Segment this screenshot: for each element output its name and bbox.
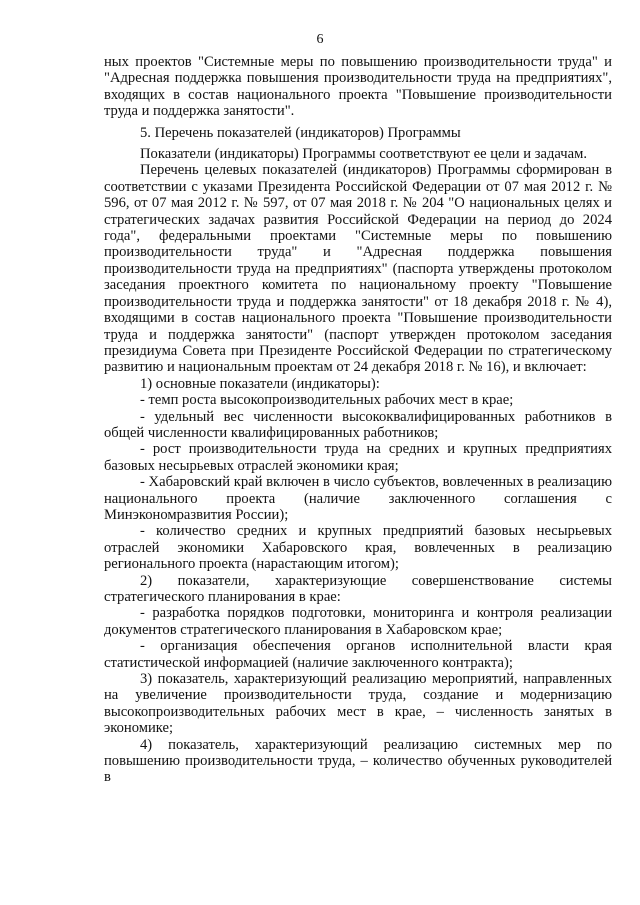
- list-item: 3) показатель, характеризующий реализацию мероприятий, направленных на увеличение производительности труда, создание и модернизацию высокопроизводительных рабочих мест в крае, – численность занятых в экономике;: [104, 671, 612, 737]
- list-item: - темп роста высокопроизводительных рабочих мест в крае;: [140, 392, 514, 409]
- list-item: 1) основные показатели (индикаторы):: [140, 375, 380, 392]
- page-number: 6: [316, 32, 324, 47]
- list-item: - удельный вес численности высококвалифицированных работников в общей численности квалифицированных работников;: [104, 408, 612, 441]
- section-heading: 5. Перечень показателей (индикаторов) Программы: [140, 124, 461, 141]
- list-item: - разработка порядков подготовки, мониторинга и контроля реализации документов стратегического планирования в Хабаровском крае;: [104, 605, 612, 638]
- list-item: - количество средних и крупных предприятий базовых несырьевых отраслей экономики Хабаровского края, вовлеченных в реализацию регионального проекта (нарастающим итогом);: [104, 523, 612, 573]
- paragraph: Показатели (индикаторы) Программы соответствуют ее цели и задачам.: [140, 146, 587, 163]
- intro-paragraph: ных проектов "Системные меры по повышению производительности труда" и "Адресная поддержка повышения производительности труда на предприятиях", входящих в состав национального проекта "Повышение производительности труда и поддержка занятости".: [104, 54, 612, 120]
- document-body: [104, 54, 612, 786]
- list-item: 2) показатели, характеризующие совершенствование системы стратегического планирования в крае:: [104, 572, 612, 605]
- list-item: - организация обеспечения органов исполнительной власти края статистической информацией (наличие заключенного контракта);: [104, 638, 612, 671]
- list-item: - рост производительности труда на средних и крупных предприятиях базовых несырьевых отраслей экономики края;: [104, 441, 612, 474]
- paragraph: Перечень целевых показателей (индикаторов) Программы сформирован в соответствии с указами Президента Российской Федерации от 07 мая 2012 г. № 596, от 07 мая 2012 г. № 597, от 07 мая 2018 г. № 204 "О национальных целях и стратегических задачах развития Российской Федерации на период до 2024 года", федеральными проектами "Системные меры по повышению производительности труда" и "Адресная поддержка повышения производительности труда на предприятиях" (паспорта утверждены протоколом заседания проектного комитета по национальному проекту "Повышение производительности труда и поддержка занятости" от 18 декабря 2018 г. № 4), входящими в состав национального проекта "Повышение производительности труда и поддержка занятости" (паспорт утвержден протоколом заседания президиума Совета при Президенте Российской Федерации по стратегическому развитию и национальным проектам от 24 декабря 2018 г. № 16), и включает:: [104, 162, 612, 376]
- list-item: 4) показатель, характеризующий реализацию системных мер по повышению производительности труда, – количество обученных руководителей в: [104, 736, 612, 786]
- list-item: - Хабаровский край включен в число субъектов, вовлеченных в реализацию национального проекта (наличие заключенного соглашения с Минэкономразвития России);: [104, 474, 612, 523]
